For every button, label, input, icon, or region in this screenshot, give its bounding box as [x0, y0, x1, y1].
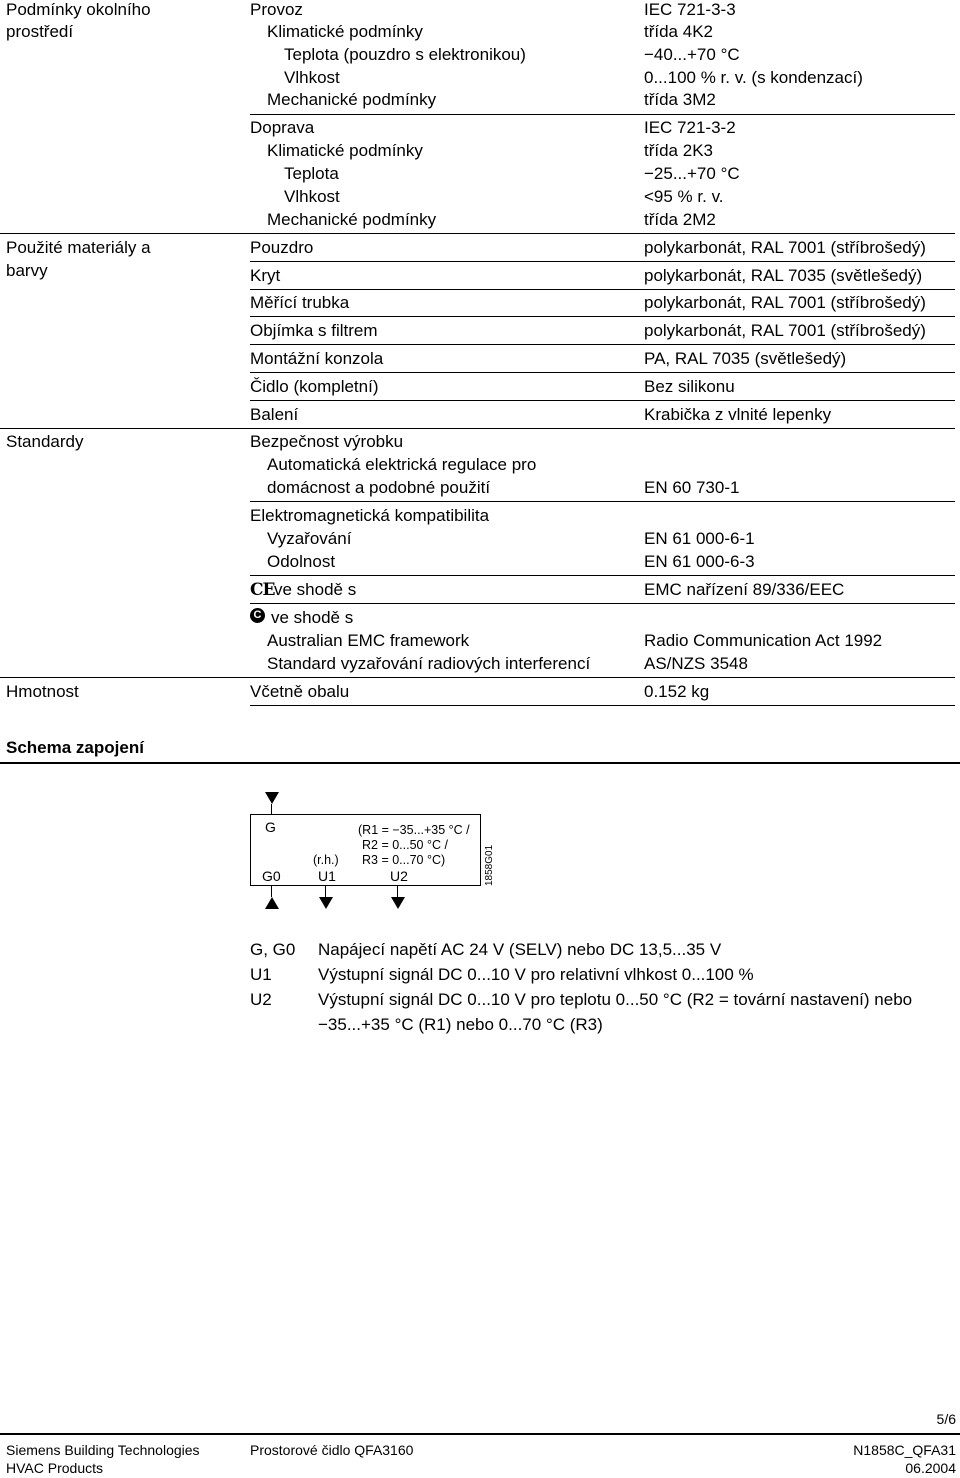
materials-label-line1: Použité materiály a [6, 238, 151, 257]
divider [250, 501, 955, 502]
au-framework-value: Radio Communication Act 1992 [644, 631, 883, 650]
legend-desc-cont: −35...+35 °C (R1) nebo 0...70 °C (R3) [318, 1015, 603, 1034]
terminal-arrow-icon [265, 897, 279, 909]
material-item: Pouzdro [250, 238, 314, 257]
au-framework: Australian EMC framework [267, 631, 470, 650]
legend-desc: Výstupní signál DC 0...10 V pro relativní vlhkost 0...100 % [318, 965, 754, 984]
safety-line1: Automatická elektrická regulace pro [267, 455, 537, 474]
wire [271, 885, 272, 897]
immunity-value: EN 61 000-6-3 [644, 552, 755, 571]
divider [250, 289, 955, 290]
env-label-line2: prostředí [6, 22, 74, 41]
operation-temp: Teplota (pouzdro s elektronikou) [284, 45, 526, 64]
divider [250, 344, 955, 345]
divider [250, 261, 955, 262]
divider [250, 400, 955, 401]
operation-climatic: Klimatické podmínky [267, 22, 423, 41]
terminal-u1-label: U1 [318, 868, 336, 884]
u2-note-2: R2 = 0...50 °C / [362, 838, 448, 852]
weight-label: Hmotnost [6, 682, 79, 701]
ctick-text: ve shodě s [271, 608, 354, 627]
wiring-heading: Schema zapojení [6, 738, 144, 757]
immunity: Odolnost [267, 552, 336, 571]
materials-label-line2: barvy [6, 261, 48, 280]
operation-temp-value: −40...+70 °C [644, 45, 740, 64]
terminal-arrow-icon [319, 897, 333, 909]
divider [0, 677, 955, 678]
ce-text: ve shodě s [274, 580, 357, 599]
transport-temp: Teplota [284, 164, 339, 183]
transport-humidity-value: <95 % r. v. [644, 187, 724, 206]
material-value: Krabička z vlnité lepenky [644, 405, 832, 424]
wire [397, 885, 398, 897]
transport-climatic-value: třída 2K3 [644, 141, 713, 160]
c-tick-mark-icon: C [250, 608, 265, 623]
au-standard: Standard vyzařování radiových interferencí [267, 654, 591, 673]
transport-title: Doprava [250, 118, 315, 137]
au-standard-value: AS/NZS 3548 [644, 654, 748, 673]
u2-note-3: R3 = 0...70 °C) [362, 853, 446, 867]
divider [250, 705, 955, 706]
legend-term: U2 [250, 990, 272, 1009]
footer-date: 06.2004 [905, 1460, 956, 1476]
material-item: Měřící trubka [250, 293, 350, 312]
divider [250, 575, 955, 576]
transport-title-value: IEC 721-3-2 [644, 118, 736, 137]
material-value: polykarbonát, RAL 7001 (stříbrošedý) [644, 238, 926, 257]
legend-desc: Napájecí napětí AC 24 V (SELV) nebo DC 13,5...35 V [318, 940, 722, 959]
legend-desc: Výstupní signál DC 0...10 V pro teplotu 0...50 °C (R2 = tovární nastavení) nebo [318, 990, 913, 1009]
operation-humidity: Vlhkost [284, 68, 340, 87]
ce-value: EMC nařízení 89/336/EEC [644, 580, 845, 599]
terminal-g-label: G [265, 819, 276, 835]
operation-title-value: IEC 721-3-3 [644, 0, 736, 19]
footer-company: Siemens Building Technologies [6, 1442, 200, 1458]
divider [250, 114, 955, 115]
terminal-u2-label: U2 [390, 868, 408, 884]
safety-line2: domácnost a podobné použití [267, 478, 491, 497]
operation-climatic-value: třída 4K2 [644, 22, 713, 41]
material-item: Montážní konzola [250, 349, 384, 368]
operation-mechanical-value: třída 3M2 [644, 90, 716, 109]
material-value: PA, RAL 7035 (světlešedý) [644, 349, 847, 368]
terminal-arrow-icon [265, 792, 279, 804]
material-value: polykarbonát, RAL 7035 (světlešedý) [644, 266, 923, 285]
legend-term: U1 [250, 965, 272, 984]
legend-term: G, G0 [250, 940, 296, 959]
ce-mark-icon: CE [250, 580, 275, 600]
terminal-arrow-icon [391, 897, 405, 909]
divider [250, 603, 955, 604]
transport-mechanical: Mechanické podmínky [267, 210, 437, 229]
emission-value: EN 61 000-6-1 [644, 529, 755, 548]
material-value: Bez silikonu [644, 377, 735, 396]
standards-label: Standardy [6, 432, 84, 451]
divider [250, 316, 955, 317]
material-value: polykarbonát, RAL 7001 (stříbrošedý) [644, 321, 926, 340]
safety-value: EN 60 730-1 [644, 478, 740, 497]
weight-value: 0.152 kg [644, 682, 710, 701]
terminal-g0-label: G0 [262, 868, 281, 884]
u2-note-1: (R1 = −35...+35 °C / [358, 823, 470, 837]
operation-mechanical: Mechanické podmínky [267, 90, 437, 109]
divider [250, 372, 955, 373]
operation-title: Provoz [250, 0, 303, 19]
divider [0, 233, 955, 234]
footer-division: HVAC Products [6, 1460, 103, 1476]
material-item: Kryt [250, 266, 281, 285]
footer-rule [0, 1433, 960, 1435]
divider [0, 428, 955, 429]
material-item: Čidlo (kompletní) [250, 377, 379, 396]
emc-title: Elektromagnetická kompatibilita [250, 506, 490, 525]
footer-doc-id: N1858C_QFA31 [853, 1442, 956, 1458]
emission: Vyzařování [267, 529, 352, 548]
wire [325, 885, 326, 897]
weight-item: Včetně obalu [250, 682, 350, 701]
safety-title: Bezpečnost výrobku [250, 432, 404, 451]
material-item: Balení [250, 405, 299, 424]
env-label-line1: Podmínky okolního [6, 0, 151, 19]
footer-product: Prostorové čidlo QFA3160 [250, 1442, 414, 1458]
transport-temp-value: −25...+70 °C [644, 164, 740, 183]
heading-rule [0, 762, 960, 764]
transport-mechanical-value: třída 2M2 [644, 210, 716, 229]
u1-note: (r.h.) [313, 853, 339, 867]
drawing-id: 1858G01 [484, 844, 495, 886]
operation-humidity-value: 0...100 % r. v. (s kondenzací) [644, 68, 863, 87]
transport-humidity: Vlhkost [284, 187, 340, 206]
material-value: polykarbonát, RAL 7001 (stříbrošedý) [644, 293, 926, 312]
transport-climatic: Klimatické podmínky [267, 141, 423, 160]
page-number: 5/6 [936, 1411, 956, 1427]
material-item: Objímka s filtrem [250, 321, 378, 340]
